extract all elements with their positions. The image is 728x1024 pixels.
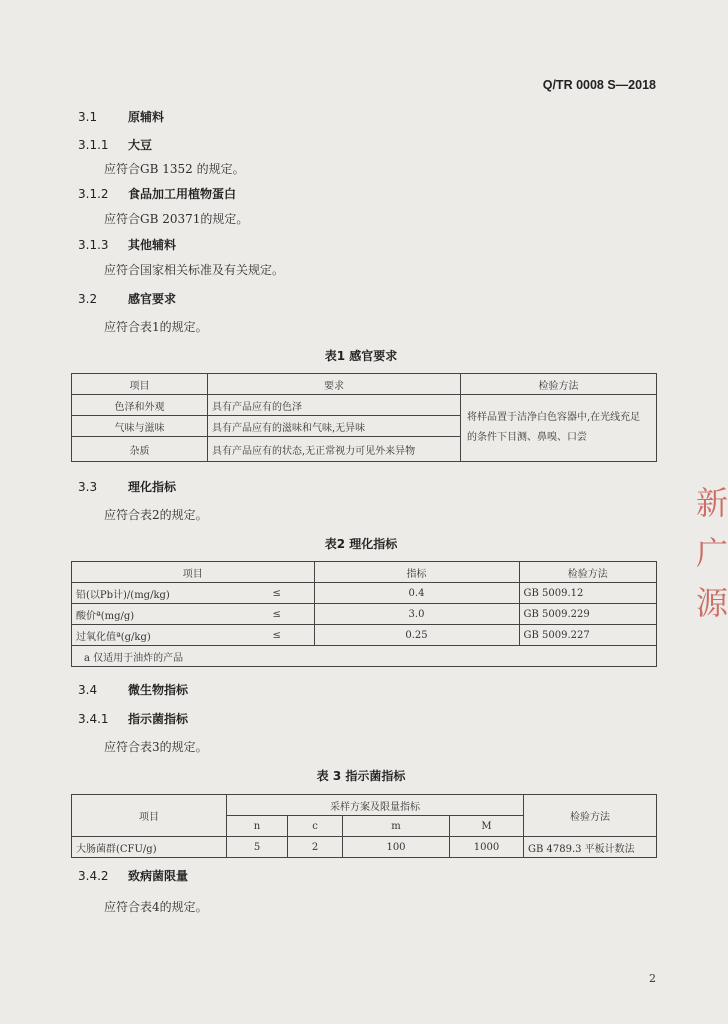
table3-header-plan: 采样方案及限量指标: [227, 795, 524, 816]
heading-3-1-3: 3.1.3 其他辅料: [78, 238, 177, 252]
table3-header-item: 项目: [72, 795, 227, 837]
table1-caption: 表1 感官要求: [324, 349, 398, 363]
table2-caption: 表2 理化指标: [324, 537, 398, 551]
paragraph-3-3: 应符合表2的规定。: [104, 508, 208, 522]
paragraph-3-1-1: 应符合GB 1352 的规定。: [104, 162, 245, 176]
table-row: 大肠菌群(CFU/g) 5 2 100 1000 GB 4789.3 平板计数法: [72, 837, 657, 858]
table1-header-requirement: 要求: [208, 374, 461, 395]
paragraph-3-1-3: 应符合国家相关标准及有关规定。: [104, 263, 285, 277]
heading-3-1-1: 3.1.1 大豆: [78, 138, 153, 152]
table-physicochemical: [71, 561, 657, 667]
table3-caption: 表 3 指示菌指标: [316, 769, 406, 783]
red-seal-stamp: 新 广 源: [696, 484, 728, 622]
table-row: 气味与滋味 具有产品应有的滋味和气味,无异味: [72, 416, 657, 437]
table-indicator-bacteria: 项目 采样方案及限量指标 检验方法 n c m M 大肠菌群(CFU/g) 5 2 100 1000 GB 4789.3 平板计数法: [71, 794, 657, 858]
table1-method-cell: 将样品置于洁净白色容器中,在光线充足的条件下目测、鼻嗅、口尝: [461, 395, 657, 462]
table-row: 色泽和外观 具有产品应有的色泽 将样品置于洁净白色容器中,在光线充足的条件下目测、鼻嗅、口尝: [72, 395, 657, 416]
paragraph-3-1-2: 应符合GB 20371的规定。: [104, 212, 249, 226]
heading-3-3: 3.3 理化指标: [78, 480, 177, 494]
table-row: 酸价ª(mg/g) ≤ 3.0 GB 5009.229: [72, 604, 657, 625]
table-sensory: [71, 373, 657, 462]
table2-footnote: a 仅适用于油炸的产品: [72, 646, 657, 667]
table1-header-method: 检验方法: [461, 374, 657, 395]
paragraph-3-4-2: 应符合表4的规定。: [104, 900, 208, 914]
heading-3-1-2: 3.1.2 食品加工用植物蛋白: [78, 187, 237, 201]
heading-3-4: 3.4 微生物指标: [78, 683, 189, 697]
table3-header-method: 检验方法: [524, 795, 657, 837]
table-row: 铅(以Pb计)/(mg/kg) ≤ 0.4 GB 5009.12: [72, 583, 657, 604]
document-code: Q/TR 0008 S—2018: [542, 78, 656, 92]
heading-3-4-2: 3.4.2 致病菌限量: [78, 869, 189, 883]
heading-3-2: 3.2 感官要求: [78, 292, 177, 306]
paragraph-3-4-1: 应符合表3的规定。: [104, 740, 208, 754]
table2-header-index: 指标: [314, 562, 519, 583]
table-row: 过氧化值ª(g/kg) ≤ 0.25 GB 5009.227: [72, 625, 657, 646]
table1-header-item: 项目: [72, 374, 208, 395]
table-row: 杂质 具有产品应有的状态,无正常视力可见外来异物: [72, 437, 657, 462]
heading-3-1: 3.1 原辅料: [78, 110, 165, 124]
table2-header-item: 项目: [72, 562, 315, 583]
table2-header-method: 检验方法: [519, 562, 657, 583]
page-number: 2: [649, 972, 656, 985]
paragraph-3-2: 应符合表1的规定。: [104, 320, 208, 334]
heading-3-4-1: 3.4.1 指示菌指标: [78, 712, 189, 726]
